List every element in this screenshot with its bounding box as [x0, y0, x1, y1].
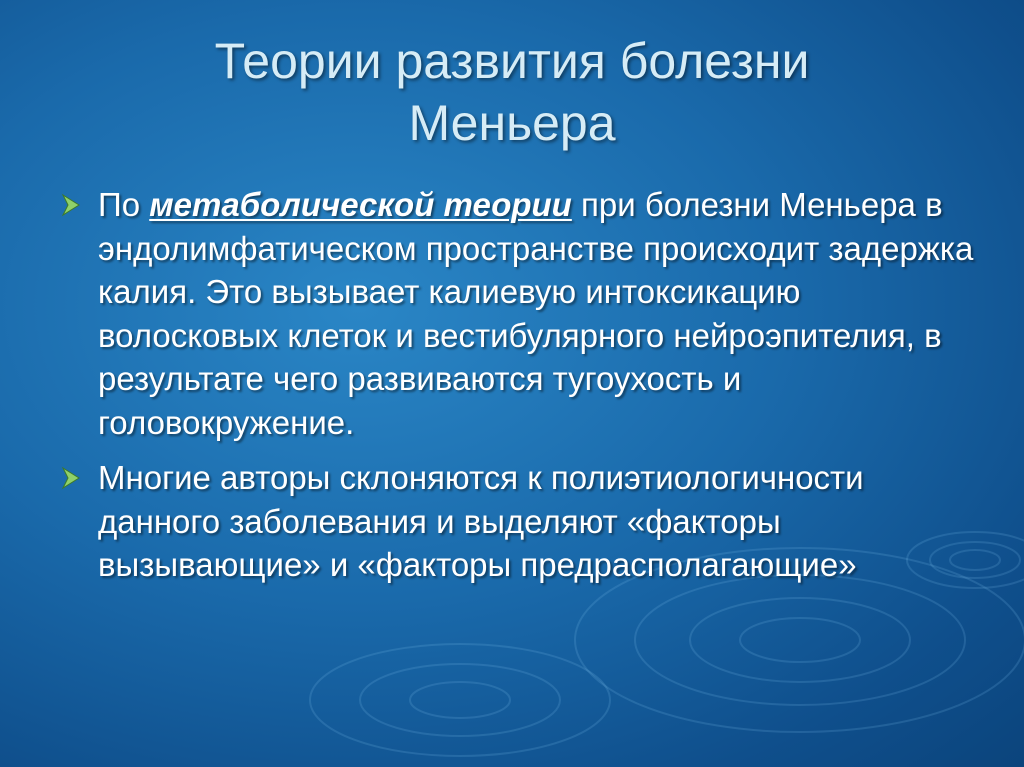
bullet-metabolic-theory — [58, 183, 978, 444]
bullet-2-text: Многие авторы склоняются к полиэтиологичности данного заболевания и выделяют «факторы вызывающие» и «факторы предрасполагающие» — [98, 459, 864, 583]
slide-title-line1: Теории развития болезни — [214, 33, 810, 89]
bullet-polyetiology — [58, 456, 978, 587]
slide-title-line2: Меньера — [408, 95, 616, 151]
arrowhead-bullet-icon — [60, 466, 82, 490]
bullet-1-emphasis: метаболической теории — [149, 186, 572, 223]
bullet-1-suffix: при болезни Меньера в эндолимфатическом пространстве происходит задержка калия. Это вызывает калиевую интоксикацию волосковых клеток и вестибулярного нейроэпителия, в результате чего развиваются тугоухость и головокружение. — [98, 186, 974, 441]
bullet-list — [58, 183, 978, 599]
arrowhead-bullet-icon — [60, 193, 82, 217]
bullet-1-prefix: По — [98, 186, 150, 223]
slide-title — [60, 30, 964, 154]
